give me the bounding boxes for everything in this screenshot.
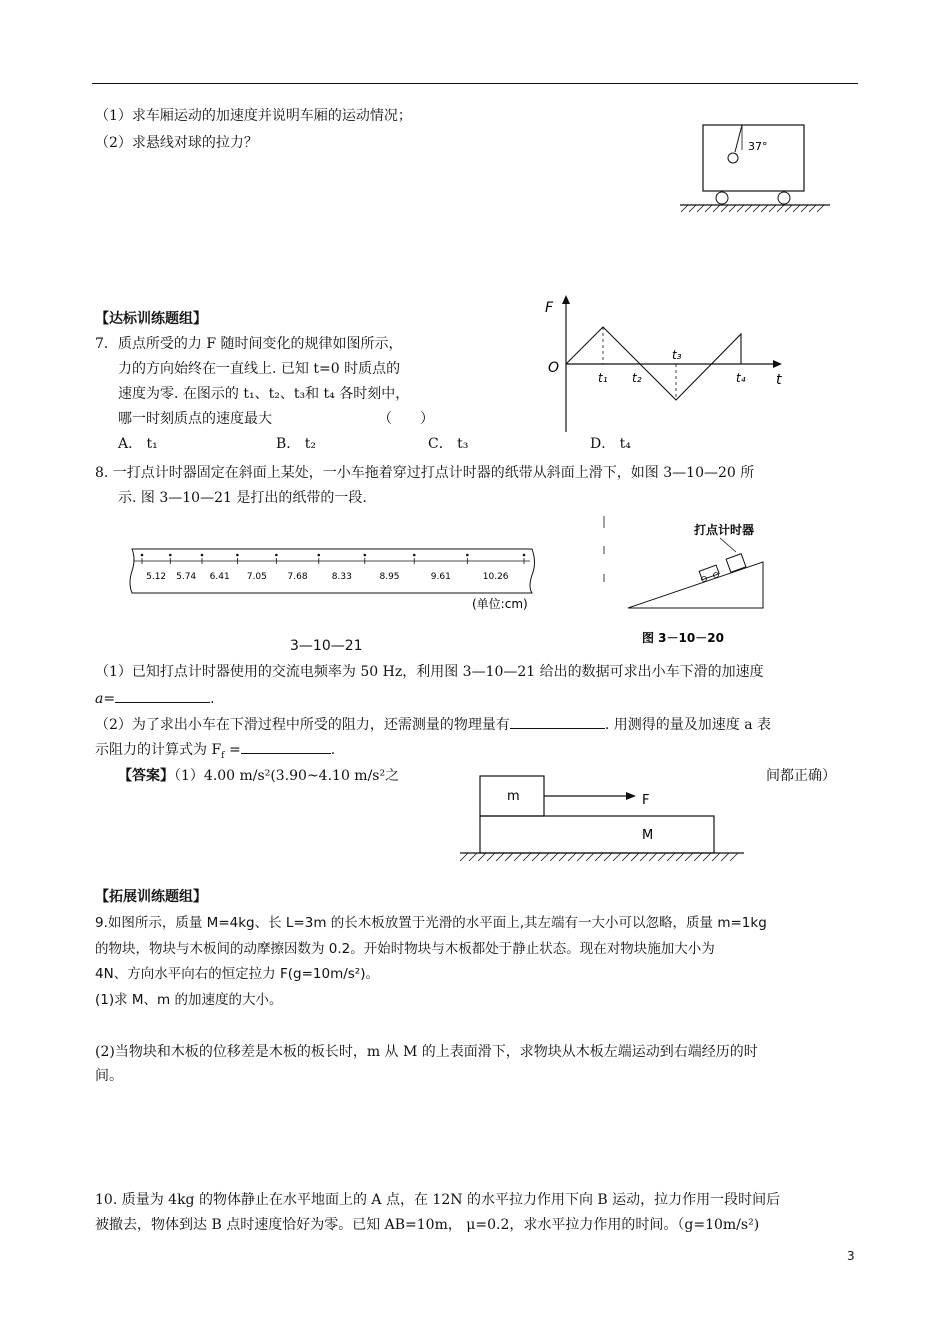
q8-answer [118,766,399,786]
section-title-standard: 【达标训练题组】 [95,311,207,327]
hatch-mark [550,853,558,861]
header-rule [92,83,858,84]
tape-value: 7.05 [246,572,267,582]
pendulum-string [735,125,742,152]
answer-tail: 间都正确） [766,768,836,784]
tape-value: 8.33 [331,572,352,582]
floor-hatching [460,853,738,861]
hatch-mark [681,205,688,212]
hatch-mark [559,853,567,861]
hatch-mark [505,853,513,861]
blank-acceleration [115,688,210,703]
q7-line-4: 哪一时刻质点的速度最大 [118,411,272,427]
answer-text: （1）4.00 m/s²(3.90~4.10 m/s²之 [174,768,400,784]
hatch-mark [514,853,522,861]
hatch-mark [613,853,621,861]
tick-t1: t₁ [598,371,608,385]
section-title-extend: 【拓展训练题组】 [95,889,207,905]
tape-dots [141,554,526,564]
hatch-mark [761,205,768,212]
tape-value: 9.61 [430,572,451,582]
incline-caption: 图 3－10－20 [642,631,724,645]
hatch-mark [801,205,808,212]
tape-dot [141,554,144,557]
tape-dot [236,554,239,557]
q8-sub2-formula-text: 示阻力的计算式为 F [95,742,222,758]
hatch-mark [793,205,800,212]
q9-line-5: (2)当物块和木板的位移差是木板的板长时，m 从 M 的上表面滑下，求物块从木板左端运动到右端经历的时 [95,1044,758,1060]
hatch-mark [640,853,648,861]
hatch-mark [817,205,824,212]
page-number: 3 [847,1249,855,1263]
hatch-mark [523,853,531,861]
q7-option-c: C． t₃ [428,436,469,452]
tape-value: 10.26 [482,572,509,582]
f-axis-label: F [545,300,554,316]
q10-line-2: 被撤去，物体到达 B 点时速度恰好为零。已知 AB=10m， μ=0.2，求水平拉力作用的时间。（g=10m/s²) [95,1217,760,1233]
q9-line-6: 间。 [95,1068,123,1084]
hatch-mark [685,853,693,861]
q8-sub1-text: （1）已知打点计时器使用的交流电频率为 50 Hz，利用图 3—10—21 给出的数据可求出小车下滑的加速度 [95,664,764,680]
tape-value: 8.95 [379,572,400,582]
hatch-mark [532,853,540,861]
q8-sub2-formula-line: 示阻力的计算式为 $F_f$ = . [95,739,335,766]
q9-line-3: 4N、方向水平向右的恒定拉力 F(g=10m/s²)。 [95,966,379,982]
hatch-mark [658,853,666,861]
tape-value: 7.68 [287,572,308,582]
long-board-label: M [642,828,654,843]
tape-dot [317,554,320,557]
blank-formula [241,739,331,754]
hatch-mark [703,853,711,861]
angle-label: 37° [748,140,768,153]
hatch-mark [705,205,712,212]
hatch-mark [478,853,486,861]
q7-line-1: 7．质点所受的力 F 随时间变化的规律如图所示， [95,336,403,352]
q10-line-1: 10. 质量为 4kg 的物体静止在水平地面上的 A 点，在 12N 的水平拉力作用下向 B 运动，拉力作用一段时间后 [95,1192,781,1208]
q7-option-a: A． t₁ [118,436,158,452]
hatch-mark [712,853,720,861]
car-body [703,125,804,191]
tape-unit: (单位:cm) [472,597,528,611]
hatch-mark [667,853,675,861]
hatch-mark [737,205,744,212]
block-on-board-figure [456,772,756,862]
pendulum-ball [728,153,738,163]
hatch-mark [809,205,816,212]
hatch-mark [649,853,657,861]
blank-quantity [510,714,605,729]
q9-line-2: 的物块，物块与木板间的动摩擦因数为 0.2。开始时物块与木板都处于静止状态。现在对物块施加大小为 [95,941,715,957]
answer-label: 【答案】 [118,768,174,784]
hatch-mark [487,853,495,861]
car-pendulum-figure [678,124,838,214]
tick-t4: t₄ [736,371,746,385]
ticker-timer [726,554,746,573]
tape-dot [201,554,204,557]
tape-dot [363,554,366,557]
question-part-1: （1）求车厢运动的加速度并说明车厢的运动情况； [95,108,412,124]
q8-sub2-equals: = [224,742,241,758]
hatch-mark [595,853,603,861]
hatch-mark [689,205,696,212]
tape-value: 6.41 [209,572,230,582]
hatch-mark [753,205,760,212]
hatch-mark [577,853,585,861]
small-block-label: m [507,789,520,804]
force-arrowhead [626,792,636,800]
hatch-mark [586,853,594,861]
tick-t3: t₃ [672,348,682,362]
hatch-mark [730,853,738,861]
force-label: F [642,793,650,808]
hatch-mark [631,853,639,861]
incline-slope [628,562,763,608]
hatch-mark [777,205,784,212]
q9-line-1: 9.如图所示，质量 M=4kg、长 L=3m 的长木板放置于光滑的水平面上,其左端有一大小可以忽略，质量 m=1kg [95,915,767,931]
fr-subscript: f [221,750,225,761]
q7-option-b: B． t₂ [276,436,316,452]
wheel-left [716,192,728,204]
q7-line-3: 速度为零. 在图示的 t₁、t₂、t₃和 t₄ 各时刻中， [118,386,410,402]
ground-hatching [681,205,824,212]
q8-sub2-text: （2）为了求出小车在下滑过程中所受的阻力，还需测量的物理量有 [95,717,510,733]
hatch-mark [769,205,776,212]
tape-outline [130,549,535,593]
tape-dot [523,554,526,557]
hatch-mark [721,853,729,861]
f-axis-arrow [562,295,570,304]
tape-values [146,572,509,582]
hatch-mark [568,853,576,861]
hatch-mark [694,853,702,861]
q8-line-2: 示. 图 3—10—21 是打出的纸带的一段. [118,490,367,506]
q8-sub2-text-cont: . 用测得的量及加速度 a 表 [604,717,772,733]
origin-label: O [548,360,560,376]
q8-sub2-line [95,714,771,735]
wheel-right [778,192,790,204]
question-part-2: （2）求悬线对球的拉力？ [95,135,258,151]
hatch-mark [745,205,752,212]
hatch-mark [496,853,504,861]
hatch-mark [541,853,549,861]
timer-label: 打点计时器 [694,523,755,537]
q7-option-d: D． t₄ [590,436,631,452]
q8-line-1: 8. 一打点计时器固定在斜面上某处，一小车拖着穿过打点计时器的纸带从斜面上滑下，如图 3—10—20 所 [95,465,755,481]
force-time-graph [540,292,800,442]
t-axis-arrow [773,360,782,368]
tape-value: 5.74 [176,572,197,582]
paper-tape-figure [128,545,548,615]
tape-dot [466,554,469,557]
tape-dot [169,554,172,557]
tape-caption: 3—10—21 [290,638,363,654]
hatch-mark [460,853,468,861]
t-axis-label: t [776,372,782,388]
label-pointer [720,538,736,552]
q7-line-2: 力的方向始终在一直线上. 已知 t=0 时质点的 [118,361,401,377]
hatch-mark [469,853,477,861]
hatch-mark [604,853,612,861]
hatch-mark [785,205,792,212]
hatch-mark [713,205,720,212]
incline-figure [600,516,770,646]
tape-value: 5.12 [146,572,167,582]
q8-sub1-prefix: a= [95,691,116,707]
q8-sub1-answer-line: a= . [95,688,215,709]
hatch-mark [676,853,684,861]
tape-dot [275,554,278,557]
q9-line-4: (1)求 M、m 的加速度的大小。 [95,992,283,1008]
long-board [480,816,714,853]
tape-dot [413,554,416,557]
hatch-mark [729,205,736,212]
hatch-mark [697,205,704,212]
hatch-mark [721,205,728,212]
q7-answer-bracket: （ ） [378,411,434,427]
tick-t2: t₂ [632,371,642,385]
hatch-mark [622,853,630,861]
